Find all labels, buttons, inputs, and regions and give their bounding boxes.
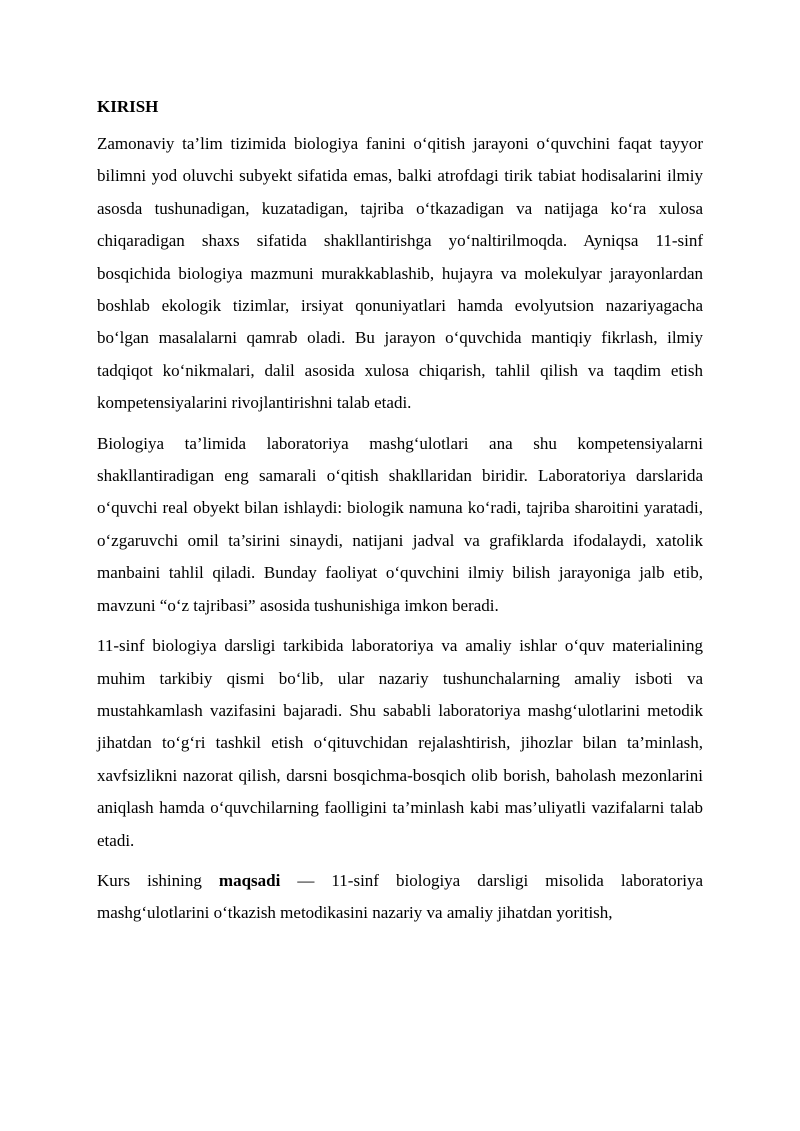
- paragraph-3: 11-sinf biologiya darsligi tarkibida laboratoriya va amaliy ishlar o‘quv materialining muhim tarkibiy qismi bo‘lib, ular nazariy tushunchalarning amaliy isboti va mustahkamlash vazifasini bajaradi. Shu sababli laboratoriya mashg‘ulotlarini metodik jihatdan to‘g‘ri tashkil etish o‘qituvchidan rejalashtirish, jihozlar bilan ta’minlash, xavfsizlikni nazorat qilish, darsni bosqichma-bosqich olib borish, baholash mezonlarini aniqlash hamda o‘quvchilarning faolligini ta’minlash kabi mas’uliyatli vazifalarni talab etadi.: [97, 636, 703, 850]
- section-heading: KIRISH: [97, 97, 159, 116]
- paragraph-4-lead: Kurs ishining: [97, 870, 219, 890]
- document-page: [97, 94, 703, 938]
- paragraph-2: Biologiya ta’limida laboratoriya mashg‘ulotlari ana shu kompetensiyalarni shakllantiradigan eng samarali o‘qitish shakllaridan biridir. Laboratoriya darslarida o‘quvchi real obyekt bilan ishlaydi: biologik namuna ko‘radi, tajriba sharoitini yaratadi, o‘zgaruvchi omil ta’sirini sinaydi, natijani jadval va grafiklarda ifodalaydi, xatolik manbaini tahlil qiladi. Bunday faoliyat o‘quvchini ilmiy bilish jarayoniga jalb etib, mavzuni “o‘z tajribasi” asosida tushunishiga imkon beradi.: [97, 433, 703, 615]
- paragraph-1: Zamonaviy ta’lim tizimida biologiya fanini o‘qitish jarayoni o‘quvchini faqat tayyor bilimni yod oluvchi subyekt sifatida emas, balki atrofdagi tirik tabiat hodisalarini ilmiy asosda tushunadigan, kuzatadigan, tajriba o‘tkazadigan va natijaga ko‘ra xulosa chiqaradigan shaxs sifatida shakllantirishga yo‘naltirilmoqda. Ayniqsa 11-sinf bosqichida biologiya mazmuni murakkablashib, hujayra va molekulyar jarayonlardan boshlab ekologik tizimlar, irsiyat qonuniyatlari hamda evolyutsion nazariyagacha bo‘lgan masalalarni qamrab oladi. Bu jarayon o‘quvchida mantiqiy fikrlash, ilmiy tadqiqot ko‘nikmalari, dalil asosida xulosa chiqarish, tahlil qilish va taqdim etish kompetensiyalarini rivojlantirishni talab etadi.: [97, 134, 703, 413]
- paragraph-4-rest: — 11-sinf biologiya darsligi misolida laboratoriya mashg‘ulotlarini o‘tkazish metodikasini nazariy va amaliy jihatdan yoritish,: [97, 870, 703, 923]
- paragraph-4-emphasis: maqsadi: [218, 870, 281, 890]
- paragraph-4: [97, 865, 703, 930]
